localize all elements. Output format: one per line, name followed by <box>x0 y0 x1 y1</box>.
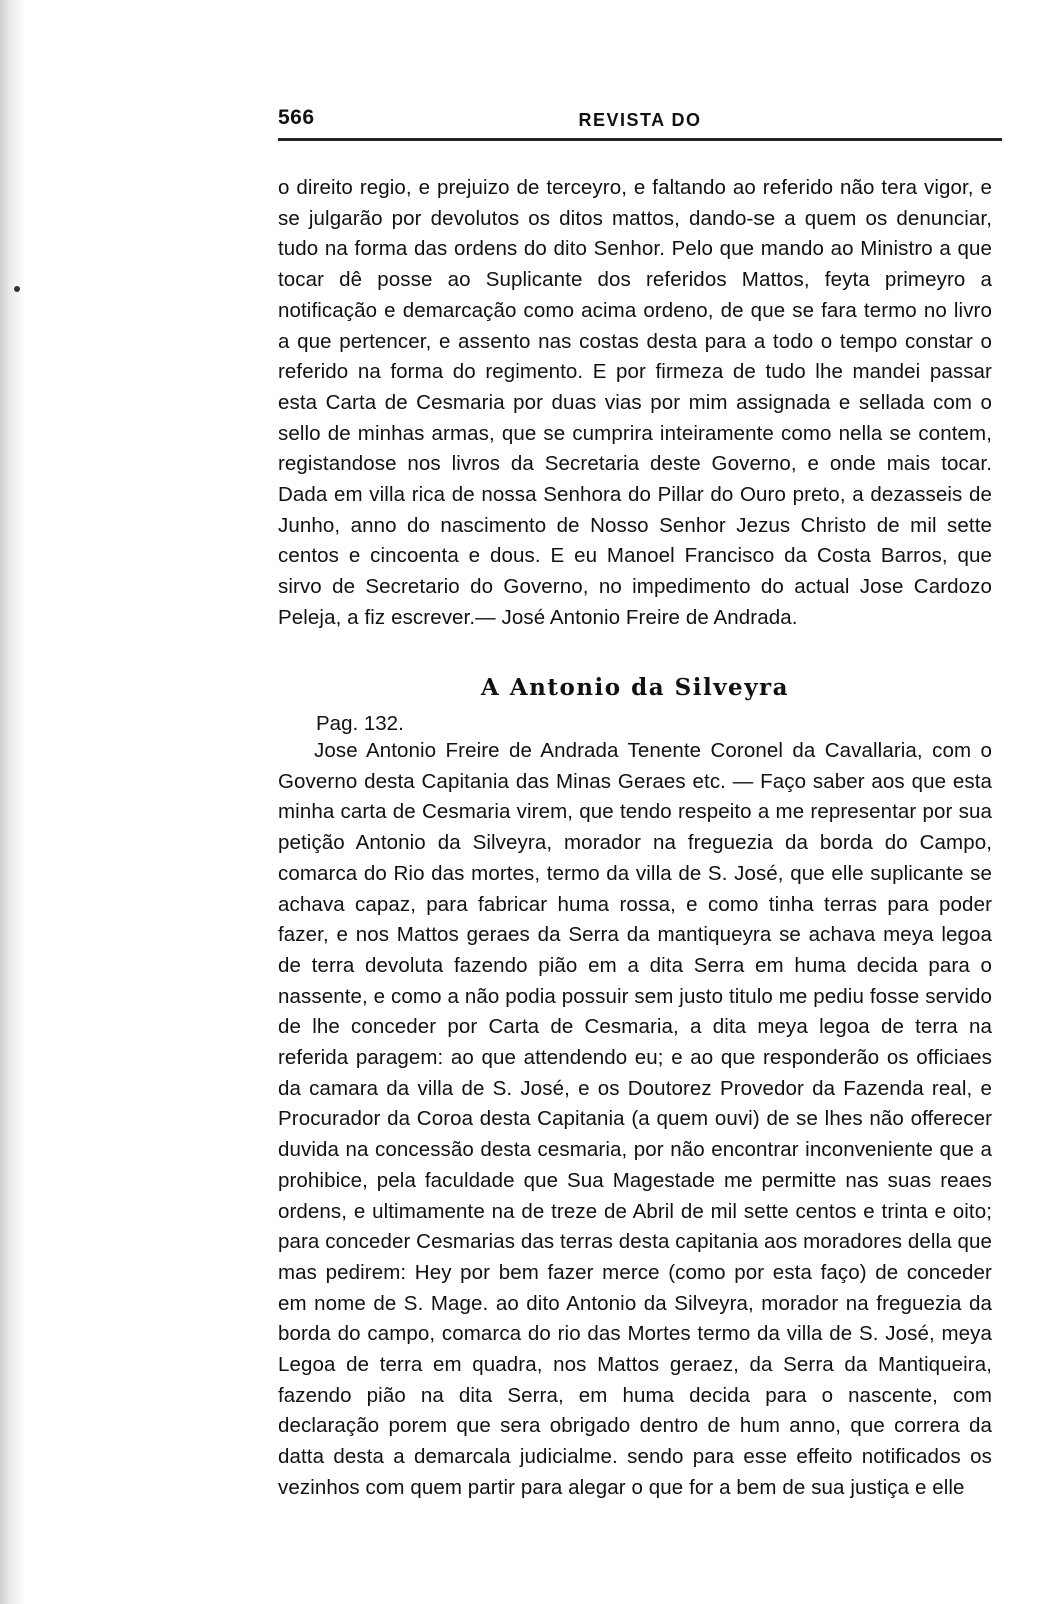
margin-mark <box>14 286 20 292</box>
running-header <box>278 104 1002 141</box>
running-title: REVISTA DO <box>578 110 702 130</box>
page-reference: Pag. 132. <box>316 712 404 735</box>
page-number: 566 <box>278 106 315 129</box>
paragraph-letter: Jose Antonio Freire de Andrada Tenente Coronel da Cavallaria, com o Governo desta Capitania das Minas Geraes etc. — Faço saber aos que esta minha carta de Cesmaria virem, que tendo respeito a me representar por sua petição Antonio da Silveyra, morador na freguezia da borda do Campo, comarca do Rio das mortes, termo da villa de S. José, que elle suplicante se achava capaz, para fabricar huma rossa, e como tinha terras para poder fazer, e nos Mattos geraes da Serra da mantiqueyra se achava meya legoa de terra devoluta fazendo pião em a dita Serra em huma decida para o nassente, e como a não podia possuir sem justo titulo me pediu fosse servido de lhe conceder por Carta de Cesmaria, a dita meya legoa de terra na referida paragem: ao que attendendo eu; e ao que responderão os officiaes da camara da villa de S. José, e os Doutorez Provedor da Fazenda real, e Procurador da Coroa desta Capitania (a quem ouvi) de se lhes não offerecer duvida na concessão desta cesmaria, por não encontrar inconveniente que a prohibice, pela faculdade que Sua Magestade me permitte nas suas reaes ordens, e ultimamente na de treze de Abril de mil sette centos e trinta e oito; para conceder Cesmarias das terras desta capitania aos moradores della que mas pedirem: Hey por bem fazer merce (como por esta faço) de conceder em nome de S. Mage. ao dito Antonio da Silveyra, morador na freguezia da borda do campo, comarca do rio das Mortes termo da villa de S. José, meya Legoa de terra em quadra, nos Mattos geraez, da Serra da Mantiqueira, fazendo pião na dita Serra, em huma decida para o nascente, com declaração porem que sera obrigado dentro de hum anno, que correra da datta desta a demarcala judicialme. sendo para esse effeito notificados os vezinhos com quem partir para alegar o que for a bem de sua justiça e elle <box>278 739 992 1499</box>
paragraph-continued: o direito regio, e prejuizo de terceyro, e faltando ao referido não tera vigor, e se julgarão por devolutos os ditos mattos, dando-se a quem os denunciar, tudo na forma das ordens do dito Senhor. Pelo que mando ao Ministro a que tocar dê posse ao Suplicante dos referidos Mattos, feyta primeyro a notificação e demarcação como acima ordeno, de que se fara termo no livro a que pertencer, e assento nas costas desta para a todo o tempo constar o referido na forma do regimento. E por firmeza de tudo lhe mandei passar esta Carta de Cesmaria por duas vias por mim assignada e sellada com o sello de minhas armas, que se cumprira inteiramente como nella se contem, registandose nos livros da Secretaria deste Governo, e onde mais tocar. Dada em villa rica de nossa Senhora do Pillar do Ouro preto, a dezasseis de Junho, anno do nascimento de Nosso Senhor Jezus Christo de mil sette centos e cincoenta e dous. E eu Manoel Francisco da Costa Barros, que sirvo de Secretario do Governo, no impedimento do actual Jose Cardozo Peleja, a fiz escrever.— José Antonio Freire de Andrada. <box>278 176 992 629</box>
section-heading: A Antonio da Silveyra <box>480 674 790 701</box>
text-block-letter <box>278 736 992 1504</box>
binding-gutter <box>0 0 26 1604</box>
text-block-continued <box>278 173 992 634</box>
